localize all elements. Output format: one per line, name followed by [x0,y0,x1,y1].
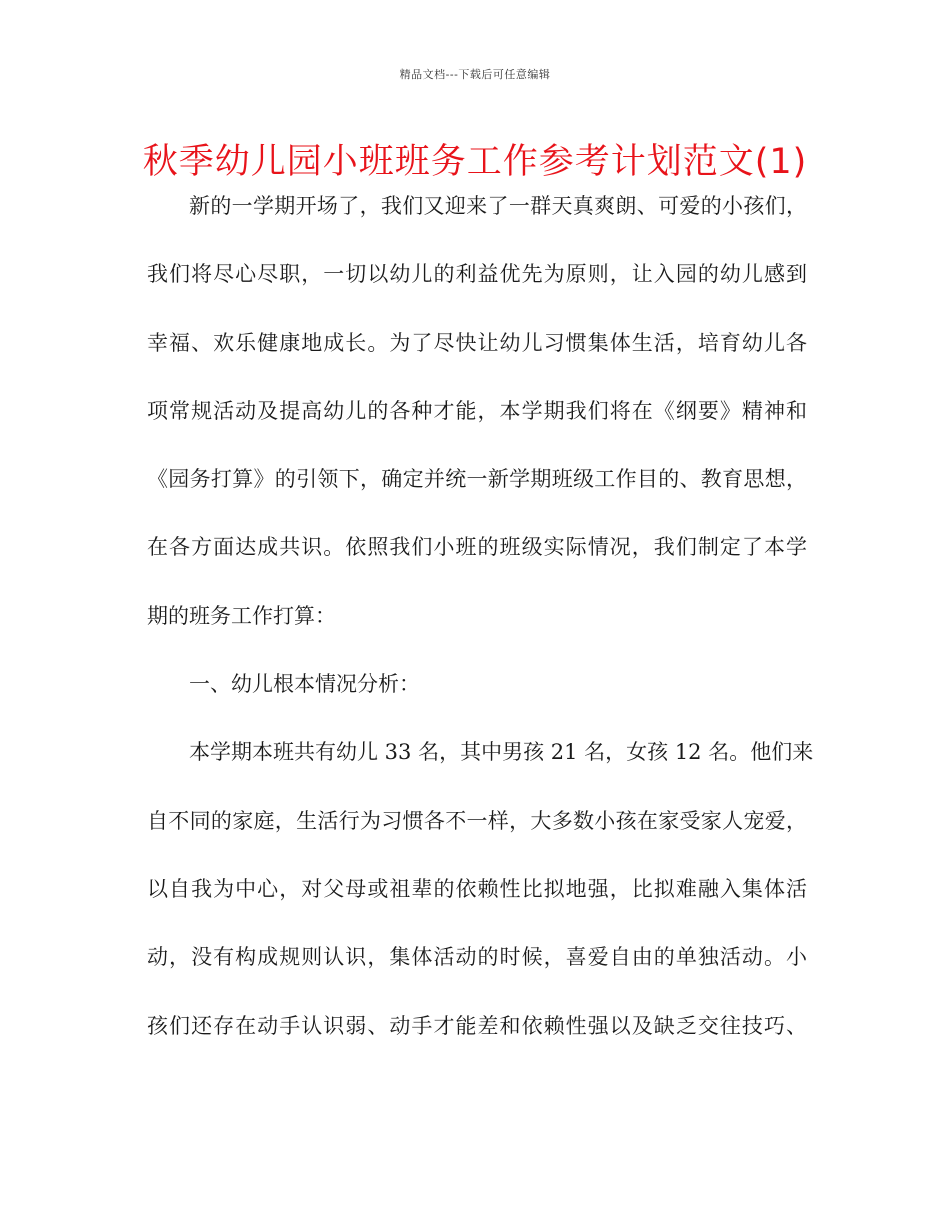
document-title: 秋季幼儿园小班班务工作参考计划范文(1) [142,142,808,182]
paragraph-line: 以自我为中心，对父母或祖辈的依赖性比拟地强，比拟难融入集体活 [147,876,807,901]
document-body [147,180,814,1068]
section-heading: 一、幼儿根本情况分析： [189,672,420,697]
paragraph-line: 幸福、欢乐健康地成长。为了尽快让幼儿习惯集体生活，培育幼儿各 [147,330,807,355]
paragraph-line: 在各方面达成共识。依照我们小班的班级实际情况，我们制定了本学 [147,535,807,560]
paragraph-line: 本学期本班共有幼儿 33 名，其中男孩 21 名，女孩 12 名。他们来 [189,740,814,765]
header-note: 精品文档---下载后可任意编辑 [399,68,551,81]
paragraph-line: 《园务打算》的引领下，确定并统一新学期班级工作目的、教育思想， [147,467,807,492]
paragraph-line: 孩们还存在动手认识弱、动手才能差和依赖性强以及缺乏交往技巧、 [147,1013,807,1038]
paragraph-line: 我们将尽心尽职，一切以幼儿的利益优先为原则，让入园的幼儿感到 [147,262,807,287]
paragraph-line: 自不同的家庭，生活行为习惯各不一样，大多数小孩在家受家人宠爱， [147,808,807,833]
paragraph-line: 期的班务工作打算： [147,603,336,628]
paragraph-line: 动，没有构成规则认识，集体活动的时候，喜爱自由的单独活动。小 [147,945,807,970]
paragraph-line: 项常规活动及提高幼儿的各种才能，本学期我们将在《纲要》精神和 [147,398,807,423]
paragraph-line: 新的一学期开场了，我们又迎来了一群天真爽朗、可爱的小孩们， [189,194,807,218]
